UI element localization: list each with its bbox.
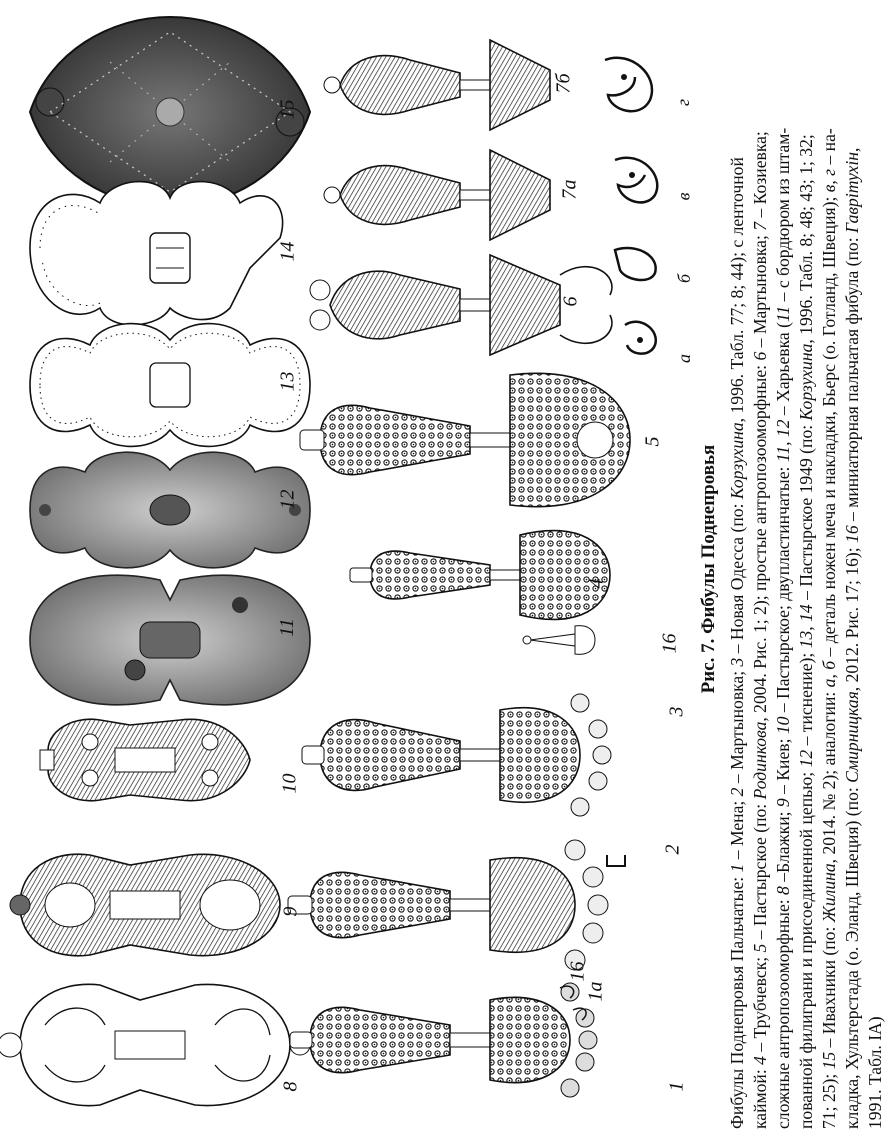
caption-run: 7 (750, 221, 770, 231)
caption-run: каймой: (750, 1064, 770, 1129)
caption-run: – Козиевка; (750, 131, 770, 222)
caption-run: сложные антропозооморфные: (773, 894, 793, 1129)
caption-line (818, 9, 841, 1129)
analogy-b (615, 248, 656, 280)
label-11: 11 (275, 618, 298, 637)
caption-run: – на- (819, 128, 839, 169)
scale-bracket (606, 855, 626, 867)
label-8: 8 (279, 1081, 302, 1092)
fibula-9 (10, 854, 280, 956)
caption-run: 15 (819, 1051, 839, 1070)
figure-caption (698, 9, 885, 1129)
fibula-3 (302, 694, 611, 816)
fibula-4 (350, 531, 610, 620)
label-1: 1 (665, 1081, 688, 1092)
label-6: 6 (559, 296, 582, 307)
caption-run: 71; 25); (819, 1069, 839, 1129)
caption-run: – Новая Одесса (по: (727, 499, 747, 658)
caption-run: Гаврітухін (842, 152, 862, 233)
caption-run: 10 (773, 716, 793, 735)
label-4: 4 (585, 578, 608, 589)
caption-run: – миниатюрная пальчатая фибула (по: (842, 232, 862, 526)
caption-run: – с бордюром из штам- (773, 127, 793, 306)
caption-line (795, 9, 818, 1129)
caption-run: 11 (773, 305, 793, 323)
label-14: 14 (276, 241, 299, 262)
caption-run: – Мена; (727, 796, 747, 864)
caption-run: , 2012. Рис. 17; 16); (842, 542, 862, 692)
caption-title: Рис. 7. Фибулы Поднепровья (698, 444, 719, 694)
caption-run: пованной филиграни и присоединенной цепью; (796, 767, 816, 1129)
caption-run: , 1996. Табл. 77; 8; 44); с ленточной (727, 157, 747, 423)
caption-run: – тиснение); (796, 648, 816, 750)
fibula-12 (30, 452, 310, 568)
caption-run: Жилина (819, 863, 839, 923)
label-10: 10 (278, 773, 301, 794)
fibula-2 (288, 840, 608, 970)
caption-run: 2 (727, 787, 747, 797)
caption-line (841, 9, 864, 1129)
caption-run: , 1996. Табл. 8; 48; 43; 1; 32; (796, 134, 816, 344)
caption-run: – Мартыновка; (727, 666, 747, 788)
caption-line (864, 9, 887, 1129)
caption-run: 1991. Табл. IA) (865, 1016, 885, 1129)
analogy-a (625, 322, 656, 354)
fibula-7a (324, 150, 550, 240)
caption-run: 6 (750, 351, 770, 361)
fibula-7b (324, 40, 550, 130)
caption-run: – Киев; (773, 734, 793, 799)
caption-run: , 2004. Рис. 1; 2); простые антропозооморфные: (750, 360, 770, 722)
caption-run: –Блажки; (773, 807, 793, 887)
caption-run: Фибулы Поднепровья Пальчатые: (727, 872, 747, 1129)
label-16a: 16 (566, 961, 589, 982)
caption-run: 5 (750, 943, 770, 953)
fibula-10 (40, 719, 250, 801)
caption-run: 3 (727, 657, 747, 667)
label-12: 12 (276, 489, 299, 510)
caption-run: Смирницкая (842, 691, 862, 783)
analogy-v (615, 158, 657, 203)
fibula-8 (0, 984, 310, 1105)
caption-line (772, 9, 795, 1129)
caption-run: 16 (842, 525, 862, 543)
fibula-13 (30, 324, 310, 447)
fibula-5 (300, 373, 630, 506)
fibula-11 (30, 575, 310, 705)
caption-run: Корзухина (727, 422, 747, 500)
caption-run: Родинкова (750, 721, 770, 800)
caption-run: – Харьевка ( (773, 322, 793, 420)
caption-run: , (842, 147, 862, 153)
label-2: 2 (661, 844, 684, 855)
label-7a: 7а (558, 179, 581, 200)
caption-run: – Ивахники (по: (819, 922, 839, 1052)
caption-run: 13, 14 (796, 604, 816, 649)
caption-run: – Пастырское; двупластинчатые: (773, 462, 793, 717)
caption-run: в, г (819, 168, 839, 193)
label-v: в (673, 192, 694, 201)
caption-run: – Пастырское (по: (750, 799, 770, 944)
label-1a: 1а (584, 981, 607, 1002)
caption-run: 11, 12 (773, 419, 793, 463)
fibula-1 (290, 983, 597, 1097)
caption-run: 8 (773, 886, 793, 895)
fibula-14 (30, 182, 283, 325)
label-9: 9 (279, 906, 302, 917)
caption-run: 12 (796, 749, 816, 768)
caption-run: 9 (773, 798, 793, 808)
caption-body (726, 9, 887, 1129)
caption-run: , 2014. № 2); аналогии: (819, 687, 839, 864)
caption-run: 1 (727, 863, 747, 873)
label-16: 16 (658, 633, 681, 654)
label-a: а (674, 354, 694, 363)
analogy-g (605, 58, 652, 111)
caption-run: 4 (750, 1056, 770, 1065)
caption-line (749, 9, 772, 1129)
label-3: 3 (665, 706, 688, 717)
label-7b: 7б (552, 73, 575, 94)
label-5: 5 (641, 436, 664, 447)
label-15: 15 (276, 99, 299, 120)
label-b: б (674, 273, 695, 284)
fibula-15 (30, 17, 310, 207)
caption-run: – Трубчевск; (750, 952, 770, 1057)
caption-run: Корзухина (796, 343, 816, 421)
caption-run: кладка, Хультерстада (о. Эланд, Швеция) (по: (842, 782, 862, 1129)
caption-run: – Мартыновка; (750, 230, 770, 352)
caption-run: а, б (819, 660, 839, 688)
caption-run: – Пастырское 1949 (по: (796, 420, 816, 605)
label-g: г (673, 98, 694, 107)
label-13: 13 (276, 371, 299, 392)
caption-run: – деталь ножен меча и накладки, Бьерс (о. Готланд, Швеция); (819, 192, 839, 661)
fibula-16 (523, 626, 595, 655)
caption-line (726, 9, 749, 1129)
